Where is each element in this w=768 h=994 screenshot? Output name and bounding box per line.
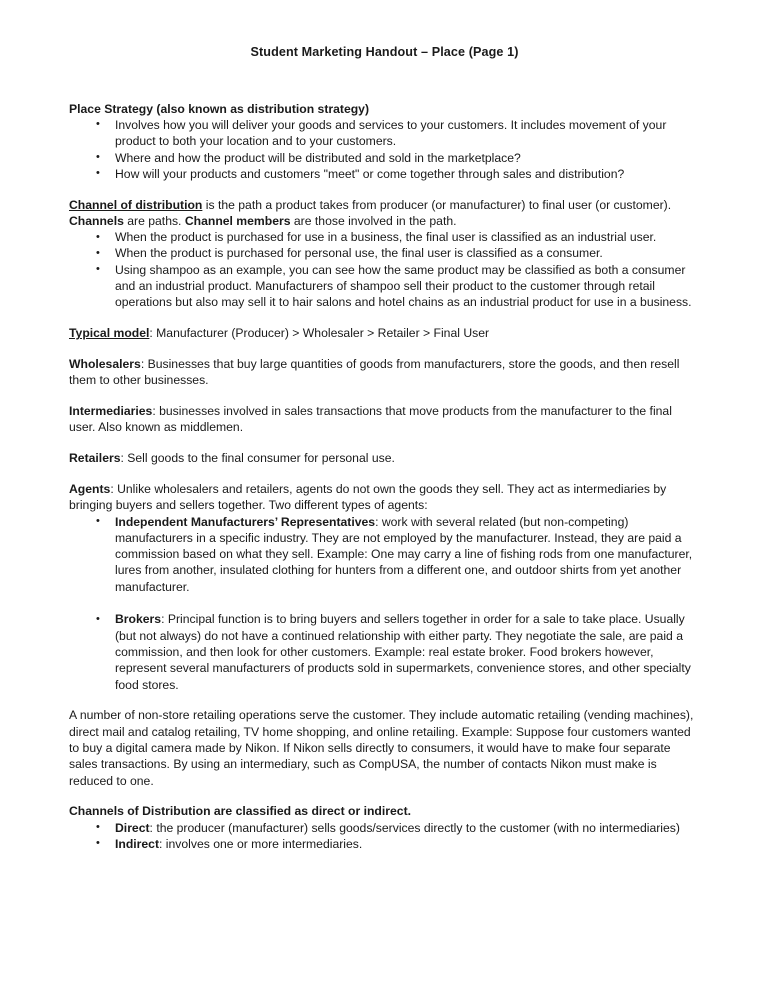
list-item [69,820,700,836]
non-store-retailing-paragraph: A number of non-store retailing operations serve the customer. They include automatic retailing (vending machines), direct mail and catalog retailing, TV home shopping, and online retailing. Example: Suppose four customers wanted to buy a digital camera made by Nikon. If Nikon sells directly to consumers, it would have to make four separate sales transactions. By using an intermediary, such as CompUSA, the number of contacts Nikon must make is reduced to one. [69,708,694,788]
section-place-strategy [69,101,700,182]
channels-classified-heading: Channels of Distribution are classified as direct or indirect. [69,804,412,819]
section-wholesalers [69,356,700,389]
term-channel-members: Channel members [184,213,291,228]
list-item [69,514,700,595]
bullet-text: : the producer (manufacturer) sells goods/services directly to the customer (with no intermediaries) [149,820,680,835]
place-strategy-heading: Place Strategy (also known as distribution strategy) [69,101,370,116]
section-channels-classified [69,803,700,852]
term-indirect: Indirect [115,836,160,851]
section-channel-of-distribution [69,197,700,311]
definition-part-2: are paths. [123,213,185,228]
list-item [69,611,700,692]
term-direct: Direct [115,820,150,835]
bullet-text: When the product is purchased for personal use, the final user is classified as a consumer. [115,246,603,261]
term-typical-model: Typical model [69,326,150,341]
intermediaries-line [69,403,700,436]
channels-classified-bullet-list [69,820,700,853]
section-non-store-retailing [69,707,700,788]
typical-model-line [69,325,700,341]
list-item [69,245,700,261]
bullet-text: : work with several related (but non-competing) manufacturers in a specific industry. They are not employed by the manufacturer. Instead, they are paid a commission based on what they sell. Example: One may carry a line of fishing rods from one manufacturer, lures from another, insulated clothing for hunters from a different one, and outdoor shirts from yet another manufacturer. [115,514,693,594]
retailers-body: : Sell goods to the final consumer for personal use. [120,451,395,466]
agents-bullet-list [69,514,700,693]
intermediaries-body: : businesses involved in sales transactions that move products from the manufacturer to the final user. Also known as middlemen. [69,404,672,435]
wholesalers-body: : Businesses that buy large quantities of goods from manufacturers, store the goods, and then resell them to other businesses. [69,356,680,388]
channel-of-distribution-bullet-list [69,229,700,310]
agents-line [69,481,700,514]
section-retailers [69,450,700,466]
term-intermediaries: Intermediaries [69,404,153,419]
retailers-line [69,450,700,466]
list-item [69,166,700,182]
wholesalers-line [69,356,700,389]
page-title: Student Marketing Handout – Place (Page 1) [250,45,519,59]
bullet-text: : Principal function is to bring buyers and sellers together in order for a sale to take place. Usually (but not always) do not have a continued relationship with either party. They negotiate the sale, are paid a commission, and then look for other customers. Example: real estate broker. Food brokers however, represent several manufacturers of products sold in supermarkets, convenience stores, and other specialty food stores. [115,612,691,692]
bullet-text: How will your products and customers "meet" or come together through sales and distribution? [115,166,625,181]
term-channels: Channels [69,213,124,228]
bullet-text: When the product is purchased for use in a business, the final user is classified as an industrial user. [115,230,657,245]
term-independent-manufacturers-representatives: Independent Manufacturers’ Representatives [115,514,376,529]
list-item [69,117,700,150]
section-agents [69,481,700,693]
definition-part-1: is the path a product takes from producer (or manufacturer) to final user (or customer). [202,197,672,212]
list-item [69,150,700,166]
term-wholesalers: Wholesalers [69,356,141,371]
bullet-text: : involves one or more intermediaries. [159,836,363,851]
section-typical-model [69,325,700,341]
list-item [69,229,700,245]
channel-of-distribution-definition [69,197,700,230]
typical-model-body: : Manufacturer (Producer) > Wholesaler > Retailer > Final User [149,326,490,341]
definition-part-3: are those involved in the path. [290,213,457,228]
place-strategy-bullet-list [69,117,700,182]
term-channel-of-distribution: Channel of distribution [69,197,203,212]
bullet-text: Using shampoo as an example, you can see how the same product may be classified as both a consumer and an industrial product. Manufacturers of shampoo sell their product to the customer through retail operations but also may sell it to hair salons and hotel chains as an industrial product for use in a business. [115,262,692,310]
list-item [69,262,700,311]
term-agents: Agents [69,481,111,496]
bullet-text: Involves how you will deliver your goods and services to your customers. It includes movement of your product to both your location and to your customers. [115,117,667,149]
term-brokers: Brokers [115,612,162,627]
section-intermediaries [69,403,700,436]
bullet-text: Where and how the product will be distributed and sold in the marketplace? [115,150,521,165]
list-item [69,836,700,852]
term-retailers: Retailers [69,451,121,466]
agents-body: : Unlike wholesalers and retailers, agents do not own the goods they sell. They act as intermediaries by bringing buyers and sellers together. Two different types of agents: [69,481,667,513]
